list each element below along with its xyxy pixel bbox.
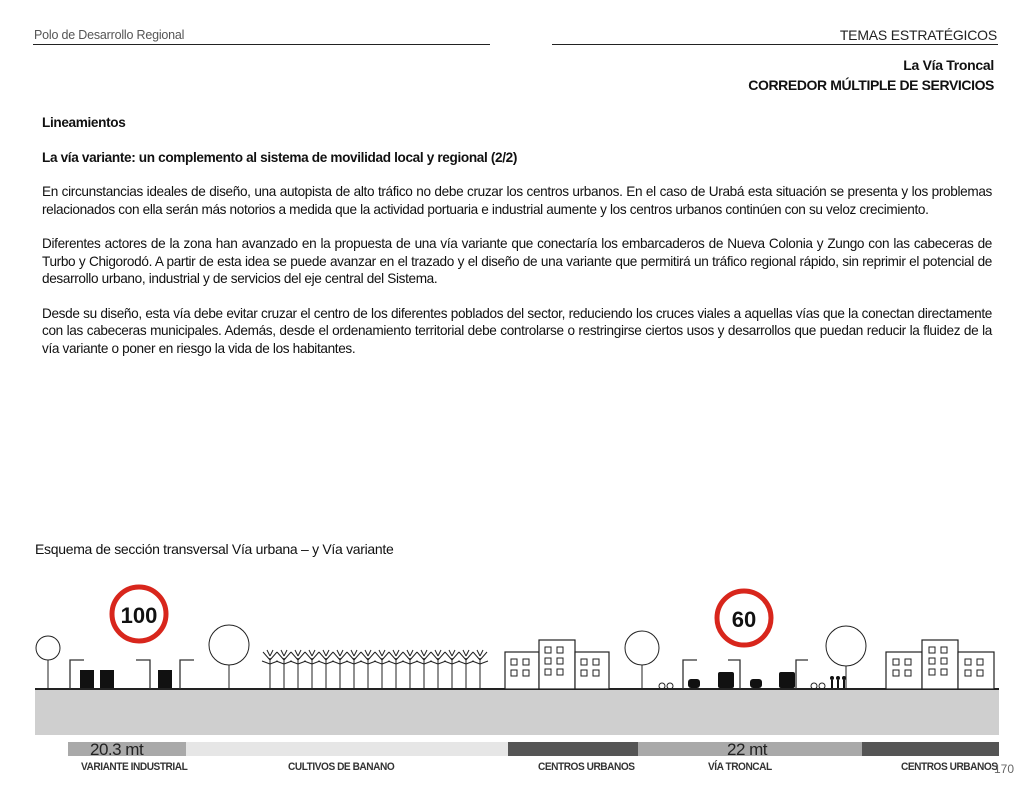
header-rule-right (552, 44, 998, 45)
header-left: Polo de Desarrollo Regional (34, 28, 185, 42)
label-variante-industrial: VARIANTE INDUSTRIAL (81, 761, 188, 773)
banana-plant-icon (290, 650, 306, 689)
banana-plant-icon (388, 650, 404, 689)
page-number: 170 (993, 762, 1014, 776)
label-via-troncal: VÍA TRONCAL (708, 761, 772, 773)
content-subheading: La vía variante: un complemento al sistema de movilidad local y regional (2/2) (42, 149, 518, 165)
ground-band (35, 690, 999, 735)
truck-icon (158, 670, 172, 688)
bar-centros-1 (508, 742, 638, 756)
speed-sign-100-text: 100 (120, 603, 158, 628)
measure-left: 20.3 mt (90, 740, 144, 759)
bar-centros-2 (862, 742, 999, 756)
truck-icon (100, 670, 114, 688)
car-icon (750, 679, 762, 688)
pedestrian-icon (830, 676, 846, 688)
section-title: La Vía Troncal (903, 57, 994, 73)
label-cultivos-banano: CULTIVOS DE BANANO (288, 761, 395, 773)
section-subtitle: CORREDOR MÚLTIPLE DE SERVICIOS (748, 77, 994, 93)
banana-plant-icon (262, 650, 278, 689)
banana-plant-icon (304, 650, 320, 689)
speed-sign-60-icon (717, 591, 771, 645)
header-rule-left (33, 44, 490, 45)
banana-plant-icon (402, 650, 418, 689)
diagram-caption: Esquema de sección transversal Vía urbana – y Vía variante (35, 541, 394, 557)
banana-plant-icon (360, 650, 376, 689)
bar-cultivos (186, 742, 508, 756)
bus-icon (779, 672, 795, 688)
truck-icon (80, 670, 94, 688)
banana-plant-icon (318, 650, 334, 689)
banana-plant-icon (332, 650, 348, 689)
banana-plant-icon (458, 650, 474, 689)
car-icon (688, 679, 700, 688)
cross-section-diagram (0, 560, 1024, 760)
paragraph-3: Desde su diseño, esta vía debe evitar cruzar el centro de los diferentes poblados del sector, reduciendo los cruces viales a aquellas vías que la conectan directamente con las cabeceras municipales. Además, desde el ordenamiento territorial debe controlarse o restringirse ciertos usos y desarrollos que puedan reducir la fluidez de la vía variante o poner en riesgo la vida de los habitantes. (42, 305, 992, 356)
header-right: TEMAS ESTRATÉGICOS (839, 27, 997, 43)
tree-icon (625, 631, 659, 689)
body-text (42, 114, 992, 374)
paragraph-2: Diferentes actores de la zona han avanzado en la propuesta de una vía variante que conectaría los embarcaderos de Nueva Colonia y Zungo con las cabeceras de Turbo y Chigorodó. A partir de esta idea se puede avanzar en el trazado y el diseño de una variante que permitirá un tráfico regional rápido, sin reprimir el potencial de desarrollo urbano, industrial y de servicios del eje central del Sistema. (42, 236, 992, 286)
banana-plants (262, 650, 488, 689)
banana-plant-icon (374, 650, 390, 689)
tree-icon (36, 636, 60, 689)
tree-icon (209, 625, 249, 689)
banana-plant-icon (276, 650, 292, 689)
label-centros-urbanos-1: CENTROS URBANOS (538, 761, 635, 773)
banana-plant-icon (346, 650, 362, 689)
bus-icon (718, 672, 734, 688)
label-centros-urbanos-2: CENTROS URBANOS (901, 761, 998, 773)
banana-plant-icon (430, 650, 446, 689)
measure-right: 22 mt (727, 740, 768, 759)
speed-sign-60-text: 60 (731, 607, 757, 632)
paragraph-1: En circunstancias ideales de diseño, una autopista de alto tráfico no debe cruzar los centros urbanos. En el caso de Urabá esta situación se presenta y los problemas relacionados con ella serán más notorios a medida que la actividad portuaria e industrial aumente y los centros urbanos continúen con su veloz crecimiento. (42, 184, 992, 217)
banana-plant-icon (472, 650, 488, 689)
banana-plant-icon (444, 650, 460, 689)
speed-sign-100-icon (112, 587, 166, 641)
content-heading: Lineamientos (42, 115, 126, 130)
banana-plant-icon (416, 650, 432, 689)
